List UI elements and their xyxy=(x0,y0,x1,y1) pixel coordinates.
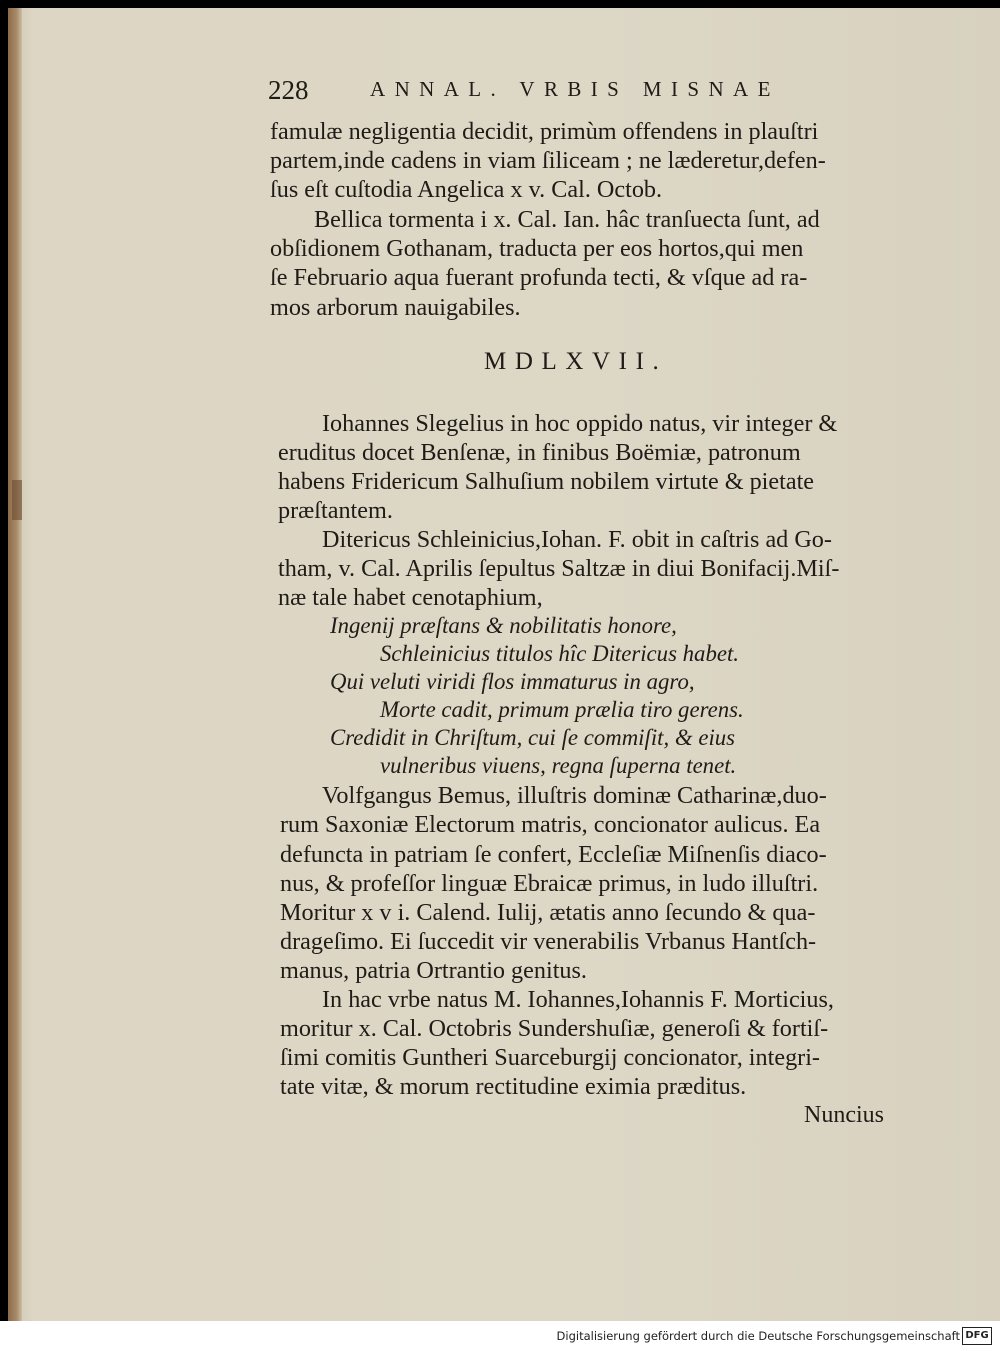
text-line: Bellica tormenta i x. Cal. Ian. hâc tranſuecta ſunt, ad xyxy=(314,206,820,233)
text-line: tham, v. Cal. Aprilis ſepultus Saltzæ in diui Bonifacij.Miſ- xyxy=(278,555,840,582)
text-line: defuncta in patriam ſe confert, Eccleſiæ Miſnenſis diaco- xyxy=(280,841,827,868)
text-line: Volfgangus Bemus, illuſtris dominæ Catharinæ,duo- xyxy=(322,782,827,809)
text-line: Ditericus Schleinicius,Iohan. F. obit in caſtris ad Go- xyxy=(322,526,832,553)
verse-line: Schleinicius titulos hîc Ditericus habet. xyxy=(380,641,739,666)
book-spine xyxy=(8,8,22,1321)
text-line: tate vitæ, & morum rectitudine eximia præditus. xyxy=(280,1073,747,1100)
verse-line: Qui veluti viridi flos immaturus in agro, xyxy=(330,669,695,694)
text-line: drageſimo. Ei ſuccedit vir venerabilis Vrbanus Hantſch- xyxy=(280,928,817,955)
footer-credit: Digitalisierung gefördert durch die Deutsche Forschungsgemeinschaft xyxy=(556,1329,960,1343)
text-line: partem,inde cadens in viam ſiliceam ; ne læderetur,defen- xyxy=(270,147,826,174)
text-line: obſidionem Gothanam, traducta per eos hortos,qui men xyxy=(270,235,804,262)
text-line: ſimi comitis Guntheri Suarceburgij concionator, integri- xyxy=(280,1044,820,1071)
dfg-logo: DFG xyxy=(962,1327,992,1345)
text-line: præſtantem. xyxy=(278,497,393,524)
text-line: In hac vrbe natus M. Iohannes,Iohannis F. Morticius, xyxy=(322,986,834,1013)
catchword: Nuncius xyxy=(804,1102,884,1128)
text-line: rum Saxoniæ Electorum matris, concionator aulicus. Ea xyxy=(280,811,821,838)
text-line: habens Fridericum Salhuſium nobilem virtute & pietate xyxy=(278,468,815,495)
verse-line: Ingenij præſtans & nobilitatis honore, xyxy=(330,613,677,638)
text-line: manus, patria Ortrantio genitus. xyxy=(280,957,587,984)
text-line: nus, & profeſſor linguæ Ebraicæ primus, in ludo illuſtri. xyxy=(280,870,819,897)
text-line: moritur x. Cal. Octobris Sundershuſiæ, generoſi & fortiſ- xyxy=(280,1015,829,1042)
year-heading: MDLXVII. xyxy=(484,348,668,375)
text-line: ſe Februario aqua fuerant profunda tecti, & vſque ad ra- xyxy=(270,264,808,291)
text-line: Iohannes Slegelius in hoc oppido natus, vir integer & xyxy=(322,410,838,437)
text-line: mos arborum nauigabiles. xyxy=(270,294,521,321)
text-line: eruditus docet Benſenæ, in finibus Boëmiæ, patronum xyxy=(278,439,801,466)
page-number: 228 xyxy=(268,75,309,105)
text-line: næ tale habet cenotaphium, xyxy=(278,584,543,611)
text-line: ſus eſt cuſtodia Angelica x v. Cal. Octob. xyxy=(270,176,663,203)
verse-line: vulneribus viuens, regna ſuperna tenet. xyxy=(380,753,737,778)
page-header xyxy=(268,75,828,105)
text-line: Moritur x v i. Calend. Iulij, ætatis anno ſecundo & qua- xyxy=(280,899,816,926)
running-title: ANNAL. VRBIS MISNAE xyxy=(370,77,780,101)
text-line: famulæ negligentia decidit, primùm offendens in plauſtri xyxy=(270,118,819,145)
footer-bar xyxy=(0,1321,1000,1351)
spine-mark xyxy=(12,480,22,520)
verse-line: Credidit in Chriſtum, cui ſe commiſit, & eius xyxy=(330,725,736,750)
verse-line: Morte cadit, primum prælia tiro gerens. xyxy=(380,697,744,722)
